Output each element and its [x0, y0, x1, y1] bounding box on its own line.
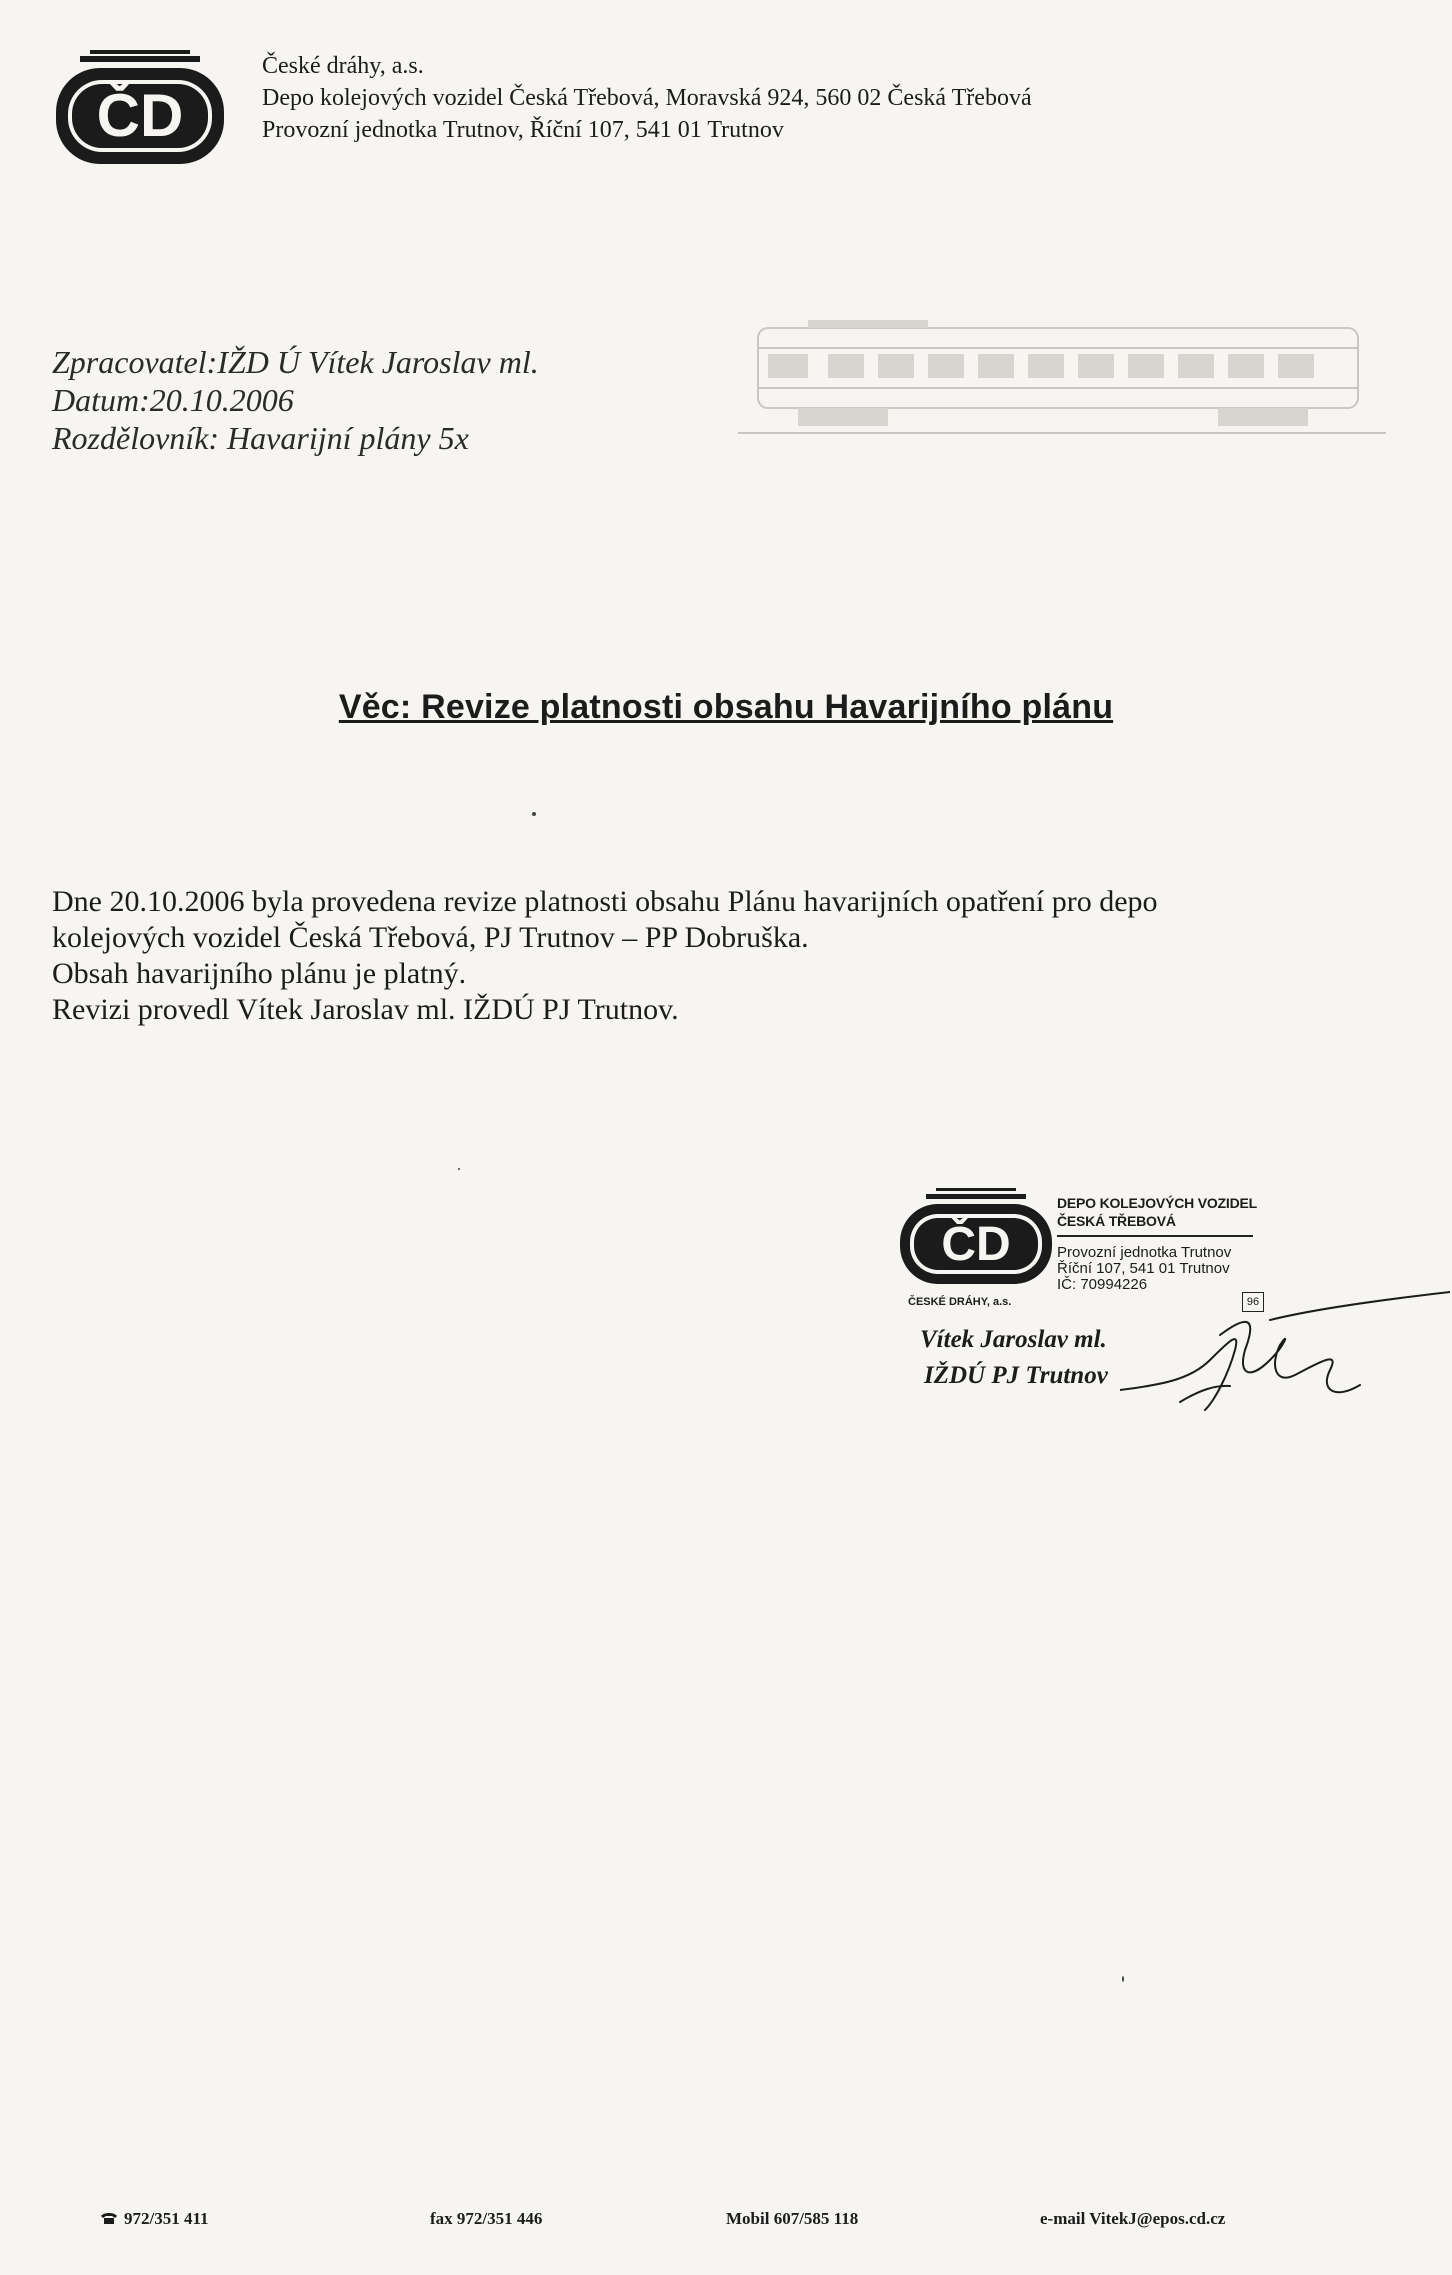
scan-speck: [458, 1168, 460, 1170]
train-image: [738, 318, 1386, 444]
body-line: Dne 20.10.2006 byla provedena revize platnosti obsahu Plánu havarijních opatření pro depo: [52, 885, 1158, 918]
stamp: [1057, 1194, 1257, 1293]
date-line: Datum:20.10.2006: [52, 382, 294, 418]
telephone-icon: [100, 2211, 118, 2225]
stamp-number: 96: [1242, 1292, 1264, 1312]
cd-logo: [50, 50, 230, 170]
scan-speck: [532, 812, 536, 816]
footer-mobile: Mobil 607/585 118: [726, 2209, 859, 2228]
body-line: Revizi provedl Vítek Jaroslav ml. IŽDÚ PJ Trutnov.: [52, 993, 679, 1026]
scan-speck: [1122, 1976, 1124, 1982]
handwritten-signature: [1120, 1290, 1450, 1440]
unit-address: Provozní jednotka Trutnov, Říční 107, 541 01 Trutnov: [262, 117, 784, 143]
body-line: kolejových vozidel Česká Třebová, PJ Trutnov – PP Dobruška.: [52, 921, 809, 954]
stamp-logo-text: ČD: [941, 1218, 1011, 1271]
processor-line: Zpracovatel:IŽD Ú Vítek Jaroslav ml.: [52, 344, 539, 380]
company-name: České dráhy, a.s.: [262, 53, 424, 79]
signatory-name: Vítek Jaroslav ml.: [920, 1326, 1107, 1353]
subject-heading: Věc: Revize platnosti obsahu Havarijního plánu: [338, 688, 1114, 726]
footer-phone: [100, 2209, 209, 2229]
logo-text: ČD: [96, 82, 184, 149]
body-line: Obsah havarijního plánu je platný.: [52, 957, 467, 990]
footer-phone-number: 972/351 411: [124, 2209, 209, 2228]
stamp-title: ČESKÁ TŘEBOVÁ: [1057, 1213, 1176, 1229]
stamp-address: Říční 107, 541 01 Trutnov: [1057, 1260, 1230, 1277]
stamp-cd-logo: [896, 1188, 1056, 1288]
signatory-position: IŽDÚ PJ Trutnov: [924, 1362, 1108, 1389]
stamp-unit: Provozní jednotka Trutnov: [1057, 1244, 1232, 1261]
stamp-ic: IČ: 70994226: [1057, 1276, 1148, 1293]
footer-fax: fax 972/351 446: [430, 2209, 543, 2228]
depot-address: Depo kolejových vozidel Česká Třebová, Moravská 924, 560 02 Česká Třebová: [262, 85, 1032, 111]
stamp-title: DEPO KOLEJOVÝCH VOZIDEL: [1057, 1195, 1257, 1211]
stamp-divider: [1057, 1235, 1253, 1237]
distribution-line: Rozdělovník: Havarijní plány 5x: [52, 420, 469, 456]
footer-email: e-mail VitekJ@epos.cd.cz: [1040, 2209, 1226, 2228]
letter-body: [52, 884, 1362, 1028]
stamp-org-label: ČESKÉ DRÁHY, a.s.: [908, 1296, 1012, 1308]
